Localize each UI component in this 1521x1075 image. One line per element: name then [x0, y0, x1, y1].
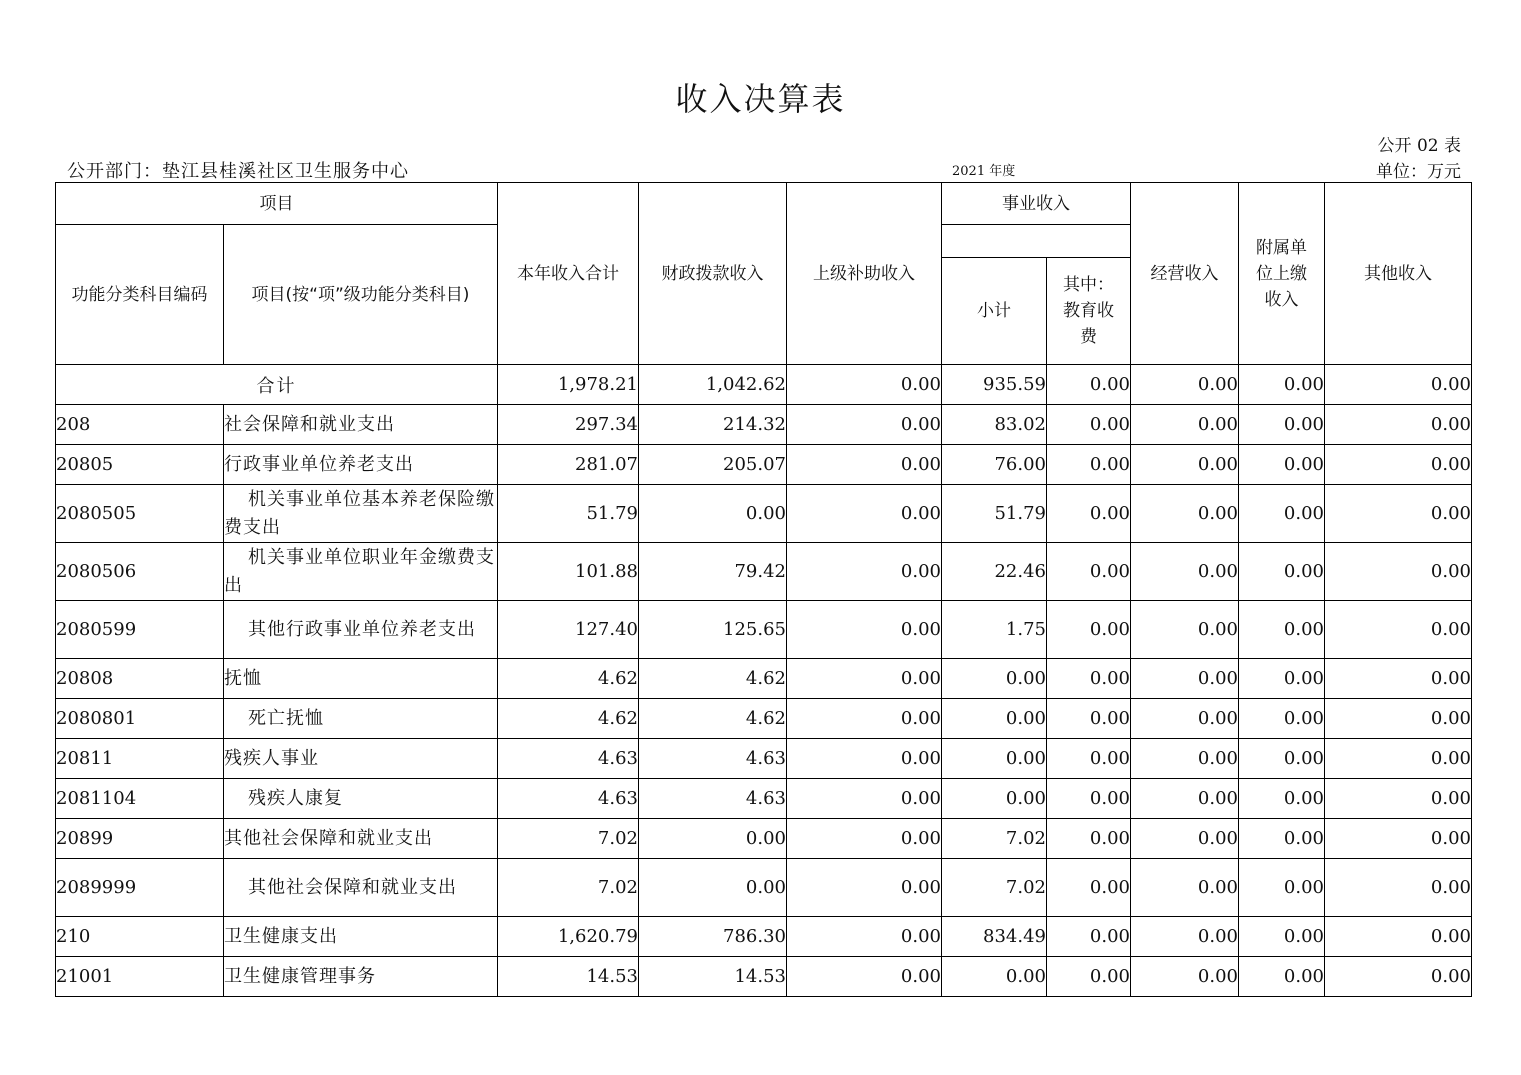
cell-value: 7.02	[942, 859, 1047, 917]
cell-value: 0.00	[1325, 485, 1472, 543]
cell-value: 0.00	[942, 659, 1047, 699]
cell-value: 14.53	[639, 957, 787, 997]
cell-value: 4.63	[498, 739, 639, 779]
row-code: 20808	[56, 659, 224, 699]
cell-value: 0.00	[942, 779, 1047, 819]
row-name: 死亡抚恤	[224, 699, 498, 739]
cell-value: 214.32	[639, 405, 787, 445]
table-row	[56, 485, 1472, 543]
cell-value: 297.34	[498, 405, 639, 445]
cell-value: 0.00	[1131, 739, 1239, 779]
table-row	[56, 779, 1472, 819]
cell-value: 0.00	[1325, 739, 1472, 779]
cell-value: 0.00	[1131, 405, 1239, 445]
cell-value: 0.00	[1047, 917, 1131, 957]
cell-value: 4.62	[639, 659, 787, 699]
cell-value: 0.00	[1047, 739, 1131, 779]
table-header	[56, 183, 1472, 365]
cell-value: 0.00	[787, 659, 942, 699]
cell-value: 76.00	[942, 445, 1047, 485]
cell-value: 834.49	[942, 917, 1047, 957]
cell-value: 0.00	[787, 859, 942, 917]
row-code: 2080801	[56, 699, 224, 739]
cell-value: 0.00	[787, 405, 942, 445]
income-table	[55, 182, 1472, 997]
header-operating: 经营收入	[1131, 183, 1239, 365]
cell-value: 0.00	[942, 739, 1047, 779]
header-fiscal: 财政拨款收入	[639, 183, 787, 365]
table-row	[56, 739, 1472, 779]
row-name: 卫生健康支出	[224, 917, 498, 957]
cell-value: 127.40	[498, 601, 639, 659]
table-number: 公开 02 表	[1377, 136, 1461, 156]
cell-value: 0.00	[1325, 819, 1472, 859]
table-row	[56, 543, 1472, 601]
total-label: 合计	[56, 365, 498, 405]
cell-value: 0.00	[1239, 485, 1325, 543]
header-total: 本年收入合计	[498, 183, 639, 365]
table-row	[56, 699, 1472, 739]
department-label: 公开部门：垫江县桂溪社区卫生服务中心	[67, 161, 409, 182]
cell-value: 0.00	[1131, 601, 1239, 659]
cell-value: 7.02	[498, 859, 639, 917]
cell-value: 0.00	[1047, 601, 1131, 659]
header-edu: 其中：教育收费	[1047, 258, 1131, 365]
cell-value: 0.00	[942, 957, 1047, 997]
cell-value: 0.00	[1047, 543, 1131, 601]
cell-value: 0.00	[1239, 365, 1325, 405]
cell-value: 0.00	[1131, 485, 1239, 543]
cell-value: 0.00	[787, 779, 942, 819]
cell-value: 0.00	[1325, 699, 1472, 739]
row-code: 2089999	[56, 859, 224, 917]
table-row	[56, 859, 1472, 917]
cell-value: 0.00	[1239, 957, 1325, 997]
cell-value: 1,042.62	[639, 365, 787, 405]
cell-value: 7.02	[942, 819, 1047, 859]
table-row	[56, 659, 1472, 699]
total-row	[56, 365, 1472, 405]
row-code: 2080506	[56, 543, 224, 601]
cell-value: 0.00	[1325, 445, 1472, 485]
page-title: 收入决算表	[675, 80, 846, 118]
cell-value: 0.00	[1239, 543, 1325, 601]
cell-value: 4.63	[639, 779, 787, 819]
cell-value: 0.00	[1239, 779, 1325, 819]
cell-value: 0.00	[1239, 405, 1325, 445]
cell-value: 0.00	[1131, 859, 1239, 917]
cell-value: 0.00	[1047, 957, 1131, 997]
cell-value: 4.62	[498, 699, 639, 739]
cell-value: 0.00	[1131, 917, 1239, 957]
row-name: 其他社会保障和就业支出	[224, 819, 498, 859]
unit-label: 单位：万元	[1376, 162, 1461, 182]
cell-value: 0.00	[787, 917, 942, 957]
cell-value: 0.00	[787, 819, 942, 859]
row-code: 20805	[56, 445, 224, 485]
header-business: 事业收入	[942, 183, 1131, 225]
header-other: 其他收入	[1325, 183, 1472, 365]
cell-value: 0.00	[1239, 699, 1325, 739]
row-code: 20811	[56, 739, 224, 779]
header-subtotal: 小计	[942, 258, 1047, 365]
cell-value: 0.00	[787, 365, 942, 405]
header-business-spacer	[942, 225, 1131, 258]
row-name: 其他社会保障和就业支出	[224, 859, 498, 917]
cell-value: 0.00	[787, 485, 942, 543]
cell-value: 0.00	[1131, 365, 1239, 405]
cell-value: 0.00	[1239, 917, 1325, 957]
header-item: 项目(按“项”级功能分类科目)	[224, 225, 498, 365]
cell-value: 0.00	[1131, 957, 1239, 997]
row-code: 208	[56, 405, 224, 445]
cell-value: 1,620.79	[498, 917, 639, 957]
cell-value: 0.00	[639, 485, 787, 543]
cell-value: 0.00	[1325, 405, 1472, 445]
table-row	[56, 917, 1472, 957]
row-code: 20899	[56, 819, 224, 859]
header-affiliated: 附属单位上缴收入	[1239, 183, 1325, 365]
cell-value: 0.00	[1325, 779, 1472, 819]
row-name: 行政事业单位养老支出	[224, 445, 498, 485]
row-name: 机关事业单位基本养老保险缴费支出	[224, 485, 498, 543]
table-row	[56, 819, 1472, 859]
row-code: 21001	[56, 957, 224, 997]
cell-value: 0.00	[1239, 739, 1325, 779]
cell-value: 0.00	[1239, 601, 1325, 659]
cell-value: 0.00	[1239, 659, 1325, 699]
row-name: 残疾人事业	[224, 739, 498, 779]
cell-value: 101.88	[498, 543, 639, 601]
header-code: 功能分类科目编码	[56, 225, 224, 365]
cell-value: 0.00	[1325, 601, 1472, 659]
cell-value: 51.79	[942, 485, 1047, 543]
cell-value: 0.00	[787, 957, 942, 997]
table-body	[56, 365, 1472, 997]
cell-value: 4.63	[498, 779, 639, 819]
cell-value: 0.00	[1047, 819, 1131, 859]
cell-value: 0.00	[1325, 659, 1472, 699]
row-name: 机关事业单位职业年金缴费支出	[224, 543, 498, 601]
cell-value: 0.00	[787, 445, 942, 485]
cell-value: 0.00	[1325, 543, 1472, 601]
cell-value: 79.42	[639, 543, 787, 601]
table-row	[56, 445, 1472, 485]
cell-value: 0.00	[1047, 445, 1131, 485]
cell-value: 0.00	[1131, 819, 1239, 859]
cell-value: 0.00	[1047, 859, 1131, 917]
cell-value: 0.00	[639, 819, 787, 859]
cell-value: 0.00	[639, 859, 787, 917]
cell-value: 0.00	[1131, 543, 1239, 601]
row-code: 2081104	[56, 779, 224, 819]
cell-value: 0.00	[787, 601, 942, 659]
row-code: 210	[56, 917, 224, 957]
row-code: 2080505	[56, 485, 224, 543]
cell-value: 0.00	[1239, 819, 1325, 859]
cell-value: 4.62	[498, 659, 639, 699]
cell-value: 281.07	[498, 445, 639, 485]
cell-value: 0.00	[1047, 779, 1131, 819]
row-name: 社会保障和就业支出	[224, 405, 498, 445]
cell-value: 205.07	[639, 445, 787, 485]
cell-value: 7.02	[498, 819, 639, 859]
row-name: 残疾人康复	[224, 779, 498, 819]
cell-value: 83.02	[942, 405, 1047, 445]
cell-value: 0.00	[1047, 659, 1131, 699]
row-name: 其他行政事业单位养老支出	[224, 601, 498, 659]
cell-value: 0.00	[1325, 365, 1472, 405]
cell-value: 1,978.21	[498, 365, 639, 405]
row-name: 卫生健康管理事务	[224, 957, 498, 997]
cell-value: 0.00	[1325, 859, 1472, 917]
cell-value: 0.00	[787, 739, 942, 779]
cell-value: 0.00	[1239, 445, 1325, 485]
fiscal-year: 2021 年度	[952, 164, 1016, 179]
cell-value: 0.00	[1131, 659, 1239, 699]
cell-value: 0.00	[1325, 917, 1472, 957]
cell-value: 1.75	[942, 601, 1047, 659]
cell-value: 14.53	[498, 957, 639, 997]
table-row	[56, 601, 1472, 659]
cell-value: 22.46	[942, 543, 1047, 601]
cell-value: 0.00	[1131, 779, 1239, 819]
cell-value: 0.00	[1047, 405, 1131, 445]
cell-value: 0.00	[787, 699, 942, 739]
cell-value: 0.00	[1047, 699, 1131, 739]
row-name: 抚恤	[224, 659, 498, 699]
cell-value: 125.65	[639, 601, 787, 659]
cell-value: 0.00	[1131, 699, 1239, 739]
cell-value: 0.00	[1325, 957, 1472, 997]
cell-value: 0.00	[1131, 445, 1239, 485]
cell-value: 786.30	[639, 917, 787, 957]
row-code: 2080599	[56, 601, 224, 659]
header-superior: 上级补助收入	[787, 183, 942, 365]
cell-value: 51.79	[498, 485, 639, 543]
cell-value: 0.00	[1239, 859, 1325, 917]
cell-value: 0.00	[787, 543, 942, 601]
table-row	[56, 405, 1472, 445]
table-row	[56, 957, 1472, 997]
cell-value: 4.62	[639, 699, 787, 739]
cell-value: 0.00	[942, 699, 1047, 739]
cell-value: 4.63	[639, 739, 787, 779]
cell-value: 0.00	[1047, 485, 1131, 543]
cell-value: 935.59	[942, 365, 1047, 405]
cell-value: 0.00	[1047, 365, 1131, 405]
header-project: 项目	[56, 183, 498, 225]
